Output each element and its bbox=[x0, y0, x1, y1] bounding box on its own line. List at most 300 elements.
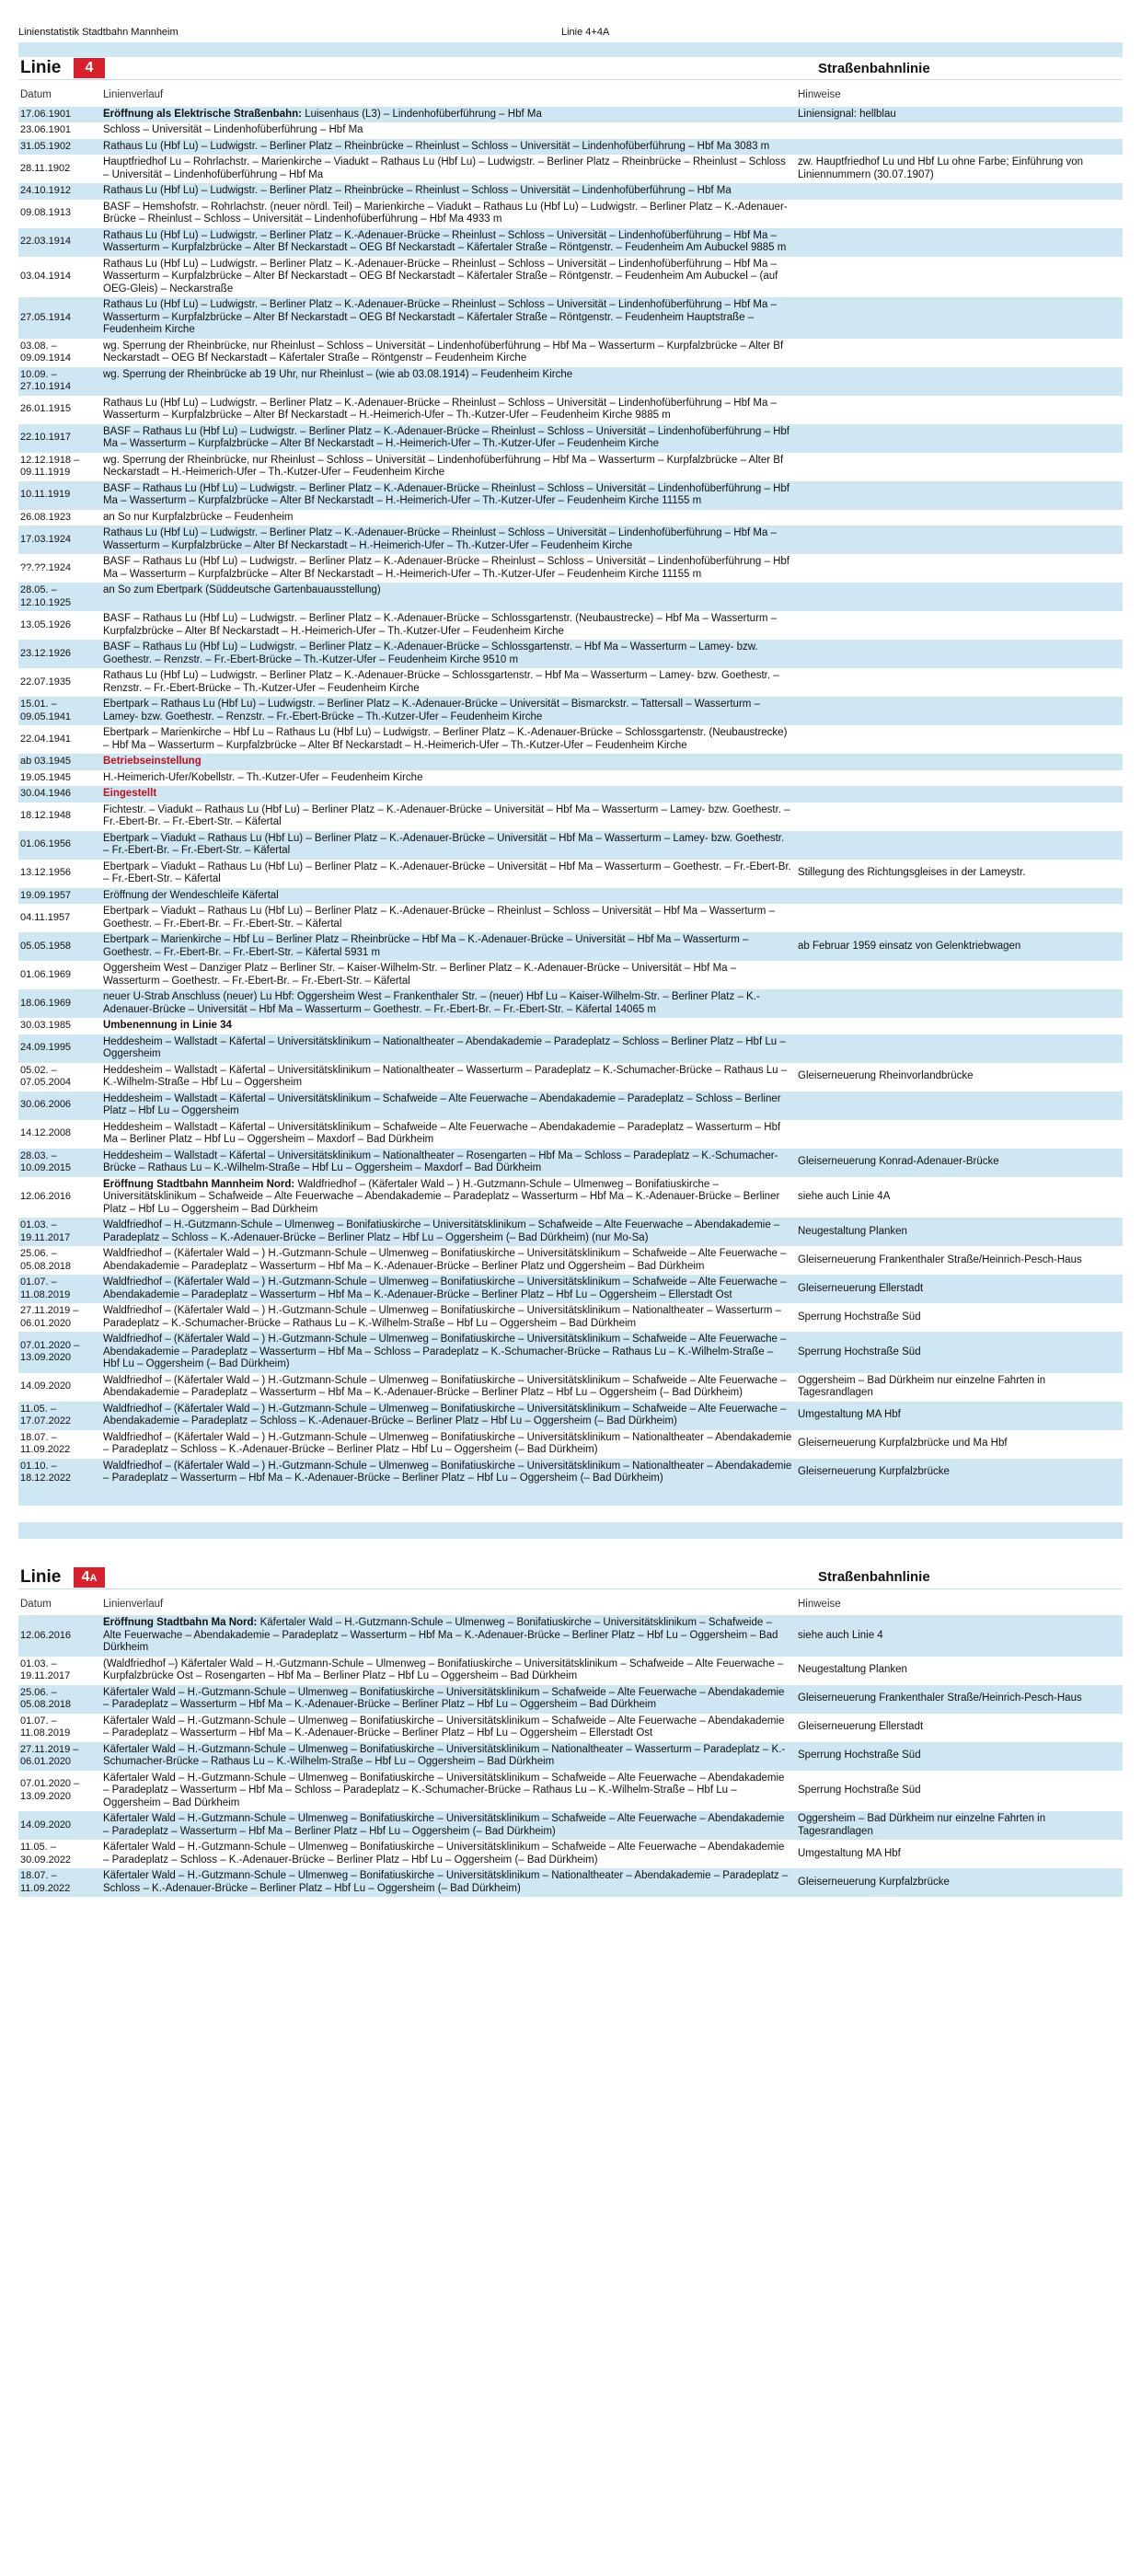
table-row bbox=[18, 1303, 1123, 1332]
table-row bbox=[18, 228, 1123, 257]
row-route-cell bbox=[101, 339, 796, 367]
row-note bbox=[796, 228, 1123, 257]
row-date: 13.05.1926 bbox=[18, 611, 101, 640]
row-route-cell bbox=[101, 888, 796, 905]
row-note bbox=[796, 339, 1123, 367]
row-route: Oggersheim West – Danziger Platz – Berliner Str. – Kaiser-Wilhelm-Str. – Berliner Platz – K.-Adenauer-Brücke – Universität – Hbf Ma – Wasserturm – Goethestr. – Fr.-Ebert-Br. – Fr.-Ebert-Str. – Käfertal bbox=[103, 963, 737, 987]
row-route-cell bbox=[101, 1177, 796, 1219]
spacer bbox=[18, 1506, 1123, 1522]
row-route-cell bbox=[101, 1063, 796, 1092]
line-label: Linie bbox=[20, 1566, 62, 1587]
table-row bbox=[18, 107, 1123, 123]
line-4-rows bbox=[18, 107, 1123, 1487]
row-route-cell bbox=[101, 1430, 796, 1459]
table-row bbox=[18, 725, 1123, 754]
row-note: Gleiserneuerung Rheinvorlandbrücke bbox=[796, 1063, 1123, 1092]
table-row bbox=[18, 1063, 1123, 1092]
row-date: 13.12.1956 bbox=[18, 860, 101, 888]
row-route-cell bbox=[101, 107, 796, 123]
table-row bbox=[18, 554, 1123, 583]
table-row bbox=[18, 1840, 1123, 1868]
line-4-header bbox=[18, 57, 1123, 80]
table-row bbox=[18, 1275, 1123, 1303]
row-route-cell bbox=[101, 1840, 796, 1868]
row-route: Rathaus Lu (Hbf Lu) – Ludwigstr. – Berliner Platz – K.-Adenauer-Brücke – Rheinlust – Schloss – Universität – Lindenhofüberführung – Hbf Ma – Wasserturm – Kurpfalzbrücke – Alter Bf Neckarstadt – H.-Heimerich-Ufer – Th.-Kutzer-Ufer – Feudenheim Kirche bbox=[103, 527, 777, 551]
row-date: 14.09.2020 bbox=[18, 1811, 101, 1840]
table-row bbox=[18, 1430, 1123, 1459]
row-event-label: Eröffnung Stadtbahn Ma Nord: bbox=[103, 1617, 258, 1628]
row-route-cell bbox=[101, 1714, 796, 1742]
row-route-cell bbox=[101, 396, 796, 424]
row-event-label: Betriebseinstellung bbox=[103, 756, 202, 767]
row-route: H.-Heimerich-Ufer/Kobellstr. – Th.-Kutzer-Ufer – Feudenheim Kirche bbox=[103, 771, 423, 783]
row-note bbox=[796, 961, 1123, 989]
table-row bbox=[18, 640, 1123, 668]
row-route: Heddesheim – Wallstadt – Käfertal – Universitätsklinikum – Nationaltheater – Wasserturm – Paradeplatz – K.-Schumacher-Brücke – Rathaus Lu – K.-Wilhelm-Straße – Hbf Lu – Oggersheim bbox=[103, 1064, 788, 1088]
row-route-cell bbox=[101, 139, 796, 156]
row-route-cell bbox=[101, 1149, 796, 1177]
row-date: 01.07. – 11.08.2019 bbox=[18, 1714, 101, 1742]
row-route: Ebertpark – Rathaus Lu (Hbf Lu) – Ludwigstr. – Berliner Platz – K.-Adenauer-Brücke – Universität – Bismarckstr. – Tattersall – Wasserturm – Lamey- bzw. Goethestr. – Renzstr. – Fr.-Ebert-Brücke – Th.-Kutzer-Ufer – Feudenheim Kirche bbox=[103, 699, 760, 722]
row-note bbox=[796, 611, 1123, 640]
row-date: 12.12.1918 – 09.11.1919 bbox=[18, 453, 101, 481]
row-date: 07.01.2020 – 13.09.2020 bbox=[18, 1771, 101, 1812]
row-route-cell bbox=[101, 257, 796, 298]
table-row bbox=[18, 1685, 1123, 1714]
row-note bbox=[796, 1092, 1123, 1120]
row-note bbox=[796, 803, 1123, 831]
table-row bbox=[18, 297, 1123, 339]
table-row bbox=[18, 932, 1123, 961]
line-4a-badge-number: 4 bbox=[81, 1568, 90, 1585]
row-route: an So zum Ebertpark (Süddeutsche Gartenbauausstellung) bbox=[103, 584, 381, 595]
row-date: ab 03.1945 bbox=[18, 754, 101, 770]
line-4a-table bbox=[18, 1593, 1123, 1898]
row-date: 11.05. – 30.09.2022 bbox=[18, 1840, 101, 1868]
row-route-cell bbox=[101, 668, 796, 697]
spacer bbox=[18, 1539, 1123, 1566]
row-note bbox=[796, 888, 1123, 905]
table-row bbox=[18, 510, 1123, 526]
row-route-cell bbox=[101, 1303, 796, 1332]
row-note bbox=[796, 583, 1123, 611]
table-row bbox=[18, 1373, 1123, 1402]
line-label: Linie bbox=[20, 58, 62, 77]
row-route: Rathaus Lu (Hbf Lu) – Ludwigstr. – Berliner Platz – Rheinbrücke – Rheinlust – Schloss – Universität – Lindenhofüberführung – Hbf Ma bbox=[103, 185, 732, 196]
row-route: Käfertaler Wald – H.-Gutzmann-Schule – Ulmenweg – Bonifatiuskirche – Universitätsklinikum – Schafweide – Alte Feuerwache – Abendakademie – Paradeplatz – Wasserturm – Hbf Ma – Berliner Platz – Hbf Lu – Oggersheim (– Bad Dürkheim) bbox=[103, 1813, 785, 1837]
table-row bbox=[18, 1771, 1123, 1812]
row-date: 04.11.1957 bbox=[18, 904, 101, 932]
table-row bbox=[18, 668, 1123, 697]
row-note bbox=[796, 526, 1123, 554]
row-date: 01.03. – 19.11.2017 bbox=[18, 1657, 101, 1685]
table-row bbox=[18, 1246, 1123, 1275]
row-date: 31.05.1902 bbox=[18, 139, 101, 156]
row-route-cell bbox=[101, 831, 796, 860]
row-date: 12.06.2016 bbox=[18, 1177, 101, 1219]
row-date: 17.03.1924 bbox=[18, 526, 101, 554]
row-route: wg. Sperrung der Rheinbrücke ab 19 Uhr, nur Rheinlust – (wie ab 03.08.1914) – Feudenheim Kirche bbox=[103, 368, 573, 380]
row-date: 22.10.1917 bbox=[18, 424, 101, 453]
table-row bbox=[18, 1034, 1123, 1063]
table-row bbox=[18, 989, 1123, 1018]
column-header-date: Datum bbox=[20, 89, 52, 100]
row-route-cell bbox=[101, 1275, 796, 1303]
row-date: 26.08.1923 bbox=[18, 510, 101, 526]
row-note: Sperrung Hochstraße Süd bbox=[796, 1771, 1123, 1812]
row-route: neuer U-Strab Anschluss (neuer) Lu Hbf: Oggersheim West – Frankenthaler Str. – (neuer) Hbf Lu – Kaiser-Wilhelm-Str. – Berliner Platz – K.-Adenauer-Brücke – Universität – Hbf Ma – Wasserturm – Goethestr. – Fr.-Ebert-Br. – Fr.-Ebert-Str. – Käfertal 14065 m bbox=[103, 991, 760, 1015]
row-route: BASF – Rathaus Lu (Hbf Lu) – Ludwigstr. – Berliner Platz – K.-Adenauer-Brücke – Rheinlust – Schloss – Universität – Lindenhofüberführung – Hbf Ma – Wasserturm – Kurpfalzbrücke – Alter Bf Neckarstadt – H.-Heimerich-Ufer – Th.-Kutzer-Ufer – Feudenheim Kirche 11155 m bbox=[103, 556, 789, 580]
row-date: 01.07. – 11.08.2019 bbox=[18, 1275, 101, 1303]
row-route-cell bbox=[101, 1373, 796, 1402]
line-4a-badge bbox=[74, 1567, 105, 1588]
row-date: 01.06.1969 bbox=[18, 961, 101, 989]
table-row bbox=[18, 122, 1123, 139]
row-note: zw. Hauptfriedhof Lu und Hbf Lu ohne Farbe; Einführung von Liniennummern (30.07.1907) bbox=[796, 155, 1123, 183]
row-route-cell bbox=[101, 697, 796, 725]
row-date: 23.06.1901 bbox=[18, 122, 101, 139]
row-note: Gleiserneuerung Kurpfalzbrücke und Ma Hbf bbox=[796, 1430, 1123, 1459]
row-route: Schloss – Universität – Lindenhofüberführung – Hbf Ma bbox=[103, 124, 363, 135]
row-route-cell bbox=[101, 1246, 796, 1275]
row-route: BASF – Hemshofstr. – Rohrlachstr. (neuer nördl. Teil) – Marienkirche – Viadukt – Rathaus Lu (Hbf Lu) – Ludwigstr. – Berliner Platz – K.-Adenauer-Brücke – Rheinlust – Schloss – Universität – Lindenhofüberführung – Hbf Ma 4933 m bbox=[103, 201, 788, 225]
row-date: 10.11.1919 bbox=[18, 481, 101, 510]
table-header-row bbox=[18, 84, 1123, 107]
row-note bbox=[796, 697, 1123, 725]
row-route: Heddesheim – Wallstadt – Käfertal – Universitätsklinikum – Nationaltheater – Rosengarten – Hbf Ma – Schloss – Paradeplatz – K.-Schumacher-Brücke – Rathaus Lu – K.-Wilhelm-Straße – Hbf Lu – Oggersheim – Maxdorf – Bad Dürkheim bbox=[103, 1149, 778, 1173]
row-note: Gleiserneuerung Konrad-Adenauer-Brücke bbox=[796, 1149, 1123, 1177]
row-date: 11.05. – 17.07.2022 bbox=[18, 1402, 101, 1430]
row-route: Rathaus Lu (Hbf Lu) – Ludwigstr. – Berliner Platz – Rheinbrücke – Rheinlust – Schloss – Universität – Lindenhofüberführung – Hbf Ma 3083 m bbox=[103, 140, 770, 152]
row-date: 18.06.1969 bbox=[18, 989, 101, 1018]
row-date: 03.04.1914 bbox=[18, 257, 101, 298]
row-route: BASF – Rathaus Lu (Hbf Lu) – Ludwigstr. – Berliner Platz – K.-Adenauer-Brücke – Schlossgartenstr. – Hbf Ma – Wasserturm – Lamey- bzw. Goethestr. – Renzstr. – Fr.-Ebert-Brücke – Th.-Kutzer-Ufer – Feudenheim Kirche 9510 m bbox=[103, 641, 758, 665]
table-row bbox=[18, 1459, 1123, 1487]
row-date: 24.10.1912 bbox=[18, 183, 101, 200]
row-route-cell bbox=[101, 583, 796, 611]
table-row bbox=[18, 367, 1123, 396]
row-note bbox=[796, 200, 1123, 228]
column-header-notes: Hinweise bbox=[798, 1598, 841, 1610]
row-route: wg. Sperrung der Rheinbrücke, nur Rheinlust – Schloss – Universität – Lindenhofüberführung – Hbf Ma – Wasserturm – Kurpfalzbrücke – Alter Bf Neckarstadt – H.-Heimerich-Ufer – Th.-Kutzer-Ufer – Feudenheim Kirche bbox=[103, 454, 784, 478]
row-date: 01.06.1956 bbox=[18, 831, 101, 860]
row-note: Gleiserneuerung Frankenthaler Straße/Heinrich-Pesch-Haus bbox=[796, 1685, 1123, 1714]
row-note bbox=[796, 1034, 1123, 1063]
row-date: 23.12.1926 bbox=[18, 640, 101, 668]
table-header-row bbox=[18, 1593, 1123, 1616]
row-route-cell bbox=[101, 1332, 796, 1373]
row-route-cell bbox=[101, 1868, 796, 1897]
row-route-cell bbox=[101, 367, 796, 396]
row-date: 05.02. – 07.05.2004 bbox=[18, 1063, 101, 1092]
table-row bbox=[18, 697, 1123, 725]
row-route: Ebertpark – Marienkirche – Hbf Lu – Berliner Platz – Rheinbrücke – Hbf Ma – K.-Adenauer-Brücke – Universität – Hbf Ma – Wasserturm – Goethestr. – Fr.-Ebert-Br. – Fr.-Ebert-Str. – Käfertal 5931 m bbox=[103, 934, 749, 958]
row-route: Käfertaler Wald – H.-Gutzmann-Schule – Ulmenweg – Bonifatiuskirche – Universitätsklinikum – Nationaltheater – Wasserturm – Paradeplatz – K.-Schumacher-Brücke – Rathaus Lu – K.-Wilhelm-Straße – Hbf Lu – Oggersheim – Bad Dürkheim bbox=[103, 1743, 786, 1767]
line-4-table bbox=[18, 84, 1123, 1487]
row-route: Käfertaler Wald – H.-Gutzmann-Schule – Ulmenweg – Bonifatiuskirche – Universitätsklinikum – Schafweide – Alte Feuerwache – Abendakademie – Paradeplatz – Schloss – K.-Adenauer-Brücke – Berliner Platz – Hbf Lu – Oggersheim (– Bad Dürkheim) bbox=[103, 1842, 785, 1866]
row-route: Heddesheim – Wallstadt – Käfertal – Universitätsklinikum – Schafweide – Alte Feuerwache – Abendakademie – Paradeplatz – Schloss – Berliner Platz – Hbf Lu – Oggersheim bbox=[103, 1092, 781, 1116]
row-note bbox=[796, 424, 1123, 453]
row-date: 28.11.1902 bbox=[18, 155, 101, 183]
row-date: 24.09.1995 bbox=[18, 1034, 101, 1063]
row-note bbox=[796, 831, 1123, 860]
row-date: 22.07.1935 bbox=[18, 668, 101, 697]
row-note: siehe auch Linie 4 bbox=[796, 1615, 1123, 1657]
row-date: 18.12.1948 bbox=[18, 803, 101, 831]
column-header-route: Linienverlauf bbox=[103, 1598, 164, 1610]
line-type: Straßenbahnlinie bbox=[818, 60, 930, 76]
table-row bbox=[18, 961, 1123, 989]
row-route: Käfertaler Wald – H.-Gutzmann-Schule – Ulmenweg – Bonifatiuskirche – Universitätsklinikum – Schafweide – Alte Feuerwache – Abendakademie – Paradeplatz – Wasserturm – Hbf Ma – K.-Adenauer-Brücke – Berliner Platz – Hbf Lu – Oggersheim – Ellerstadt Ost bbox=[103, 1715, 785, 1739]
row-note bbox=[796, 725, 1123, 754]
row-route: Waldfriedhof – H.-Gutzmann-Schule – Ulmenweg – Bonifatiuskirche – Universitätsklinikum – Schafweide – Alte Feuerwache – Abendakademie – Paradeplatz – Schloss – K.-Adenauer-Brücke – Berliner Platz – Hbf Lu – Oggersheim (– Bad Dürkheim) (nur Mo-Sa) bbox=[103, 1219, 780, 1243]
row-note: Gleiserneuerung Ellerstadt bbox=[796, 1275, 1123, 1303]
row-date: 30.04.1946 bbox=[18, 786, 101, 803]
row-note: Sperrung Hochstraße Süd bbox=[796, 1303, 1123, 1332]
table-row bbox=[18, 1018, 1123, 1034]
row-note: Neugestaltung Planken bbox=[796, 1657, 1123, 1685]
row-note: Gleiserneuerung Kurpfalzbrücke bbox=[796, 1868, 1123, 1897]
table-row bbox=[18, 803, 1123, 831]
row-note bbox=[796, 139, 1123, 156]
line-4-badge-number: 4 bbox=[85, 60, 94, 75]
row-event-label: Umbenennung in Linie 34 bbox=[103, 1020, 232, 1031]
row-route-cell bbox=[101, 770, 796, 787]
row-date: 25.06. – 05.08.2018 bbox=[18, 1246, 101, 1275]
row-route: Waldfriedhof – (Käfertaler Wald – ) H.-Gutzmann-Schule – Ulmenweg – Bonifatiuskirche – Universitätsklinikum – Schafweide – Alte Feuerwache – Abendakademie – Paradeplatz – Wasserturm – Hbf Ma – K.-Adenauer-Brücke – Berliner Platz – Hbf Lu – Oggersheim – Ellerstadt Ost bbox=[103, 1276, 787, 1300]
row-note: Umgestaltung MA Hbf bbox=[796, 1402, 1123, 1430]
table-row bbox=[18, 1811, 1123, 1840]
row-note: ab Februar 1959 einsatz von Gelenktriebwagen bbox=[796, 932, 1123, 961]
table-row bbox=[18, 754, 1123, 770]
row-route: Luisenhaus (L3) – Lindenhofüberführung – Hbf Ma bbox=[305, 108, 542, 120]
row-route: Heddesheim – Wallstadt – Käfertal – Universitätsklinikum – Nationaltheater – Abendakademie – Paradeplatz – Schloss – Berliner Platz – Hbf Lu – Oggersheim bbox=[103, 1035, 786, 1059]
row-note bbox=[796, 904, 1123, 932]
row-route: Hauptfriedhof Lu – Rohrlachstr. – Marienkirche – Viadukt – Rathaus Lu (Hbf Lu) – Ludwigstr. – Berliner Platz – Rheinbrücke – Rheinlust – Schloss – Universität – Lindenhofüberführung – Hbf Ma bbox=[103, 156, 786, 180]
table-row bbox=[18, 860, 1123, 888]
row-route-cell bbox=[101, 786, 796, 803]
table-row bbox=[18, 1332, 1123, 1373]
table-row bbox=[18, 183, 1123, 200]
row-route: Waldfriedhof – (Käfertaler Wald – ) H.-Gutzmann-Schule – Ulmenweg – Bonifatiuskirche – Universitätsklinikum – Schafweide – Alte Feuerwache – Abendakademie – Paradeplatz – Wasserturm – Hbf Ma – K.-Adenauer-Brücke – Berliner Platz und Oggersheim – Bad Dürkheim bbox=[103, 1248, 787, 1272]
row-note bbox=[796, 1120, 1123, 1149]
row-note bbox=[796, 770, 1123, 787]
row-route: wg. Sperrung der Rheinbrücke, nur Rheinlust – Schloss – Universität – Lindenhofüberführung – Hbf Ma – Wasserturm – Kurpfalzbrücke – Alter Bf Neckarstadt – OEG Bf Neckarstadt – Käfertaler Straße – Röntgenstr – Feudenheim Kirche bbox=[103, 340, 784, 364]
table-row bbox=[18, 155, 1123, 183]
row-route-cell bbox=[101, 1092, 796, 1120]
row-route-cell bbox=[101, 860, 796, 888]
row-date: 18.07. – 11.09.2022 bbox=[18, 1430, 101, 1459]
row-date: 01.10. – 18.12.2022 bbox=[18, 1459, 101, 1487]
row-note: Oggersheim – Bad Dürkheim nur einzelne Fahrten in Tagesrandlagen bbox=[796, 1373, 1123, 1402]
table-row bbox=[18, 888, 1123, 905]
row-route: BASF – Rathaus Lu (Hbf Lu) – Ludwigstr. – Berliner Platz – K.-Adenauer-Brücke – Rheinlust – Schloss – Universität – Lindenhofüberführung – Hbf Ma – Wasserturm – Kurpfalzbrücke – Alter Bf Neckarstadt – H.-Heimerich-Ufer – Th.-Kutzer-Ufer – Feudenheim Kirche 11155 m bbox=[103, 482, 789, 506]
page bbox=[18, 0, 1123, 1897]
row-date: 12.06.2016 bbox=[18, 1615, 101, 1657]
line-4a-rows bbox=[18, 1615, 1123, 1897]
row-route: Rathaus Lu (Hbf Lu) – Ludwigstr. – Berliner Platz – K.-Adenauer-Brücke – Rheinlust – Schloss – Universität – Lindenhofüberführung – Hbf Ma – Wasserturm – Kurpfalzbrücke – Alter Bf Neckarstadt – H.-Heimerich-Ufer – Th.-Kutzer-Ufer – Feudenheim Kirche 9885 m bbox=[103, 397, 777, 421]
column-header-route: Linienverlauf bbox=[103, 89, 164, 100]
row-date: 05.05.1958 bbox=[18, 932, 101, 961]
row-date: 07.01.2020 – 13.09.2020 bbox=[18, 1332, 101, 1373]
table-row bbox=[18, 139, 1123, 156]
row-date: 28.03. – 10.09.2015 bbox=[18, 1149, 101, 1177]
row-route-cell bbox=[101, 1685, 796, 1714]
table-row bbox=[18, 396, 1123, 424]
row-route: Käfertaler Wald – H.-Gutzmann-Schule – Ulmenweg – Bonifatiuskirche – Universitätsklinikum – Schafweide – Alte Feuerwache – Abendakademie – Paradeplatz – Wasserturm – Hbf Ma – Schloss – Paradeplatz – K.-Schumacher-Brücke – Rathaus Lu – K.-Wilhelm-Straße – Hbf Lu – Oggersheim – Bad Dürkheim bbox=[103, 1772, 785, 1808]
table-row bbox=[18, 1714, 1123, 1742]
row-date: ??.??.1924 bbox=[18, 554, 101, 583]
row-route: Waldfriedhof – (Käfertaler Wald – ) H.-Gutzmann-Schule – Ulmenweg – Bonifatiuskirche – Universitätsklinikum – Nationaltheater – Wasserturm – Paradeplatz – K.-Schumacher-Brücke – Rathaus Lu – K.-Wilhelm-Straße – Hbf Lu – Oggersheim – Bad Dürkheim bbox=[103, 1305, 781, 1329]
row-note bbox=[796, 297, 1123, 339]
row-route: an So nur Kurpfalzbrücke – Feudenheim bbox=[103, 511, 294, 523]
table-row bbox=[18, 1402, 1123, 1430]
row-date: 17.06.1901 bbox=[18, 107, 101, 123]
row-route-cell bbox=[101, 510, 796, 526]
row-route-cell bbox=[101, 725, 796, 754]
row-route: Ebertpark – Viadukt – Rathaus Lu (Hbf Lu) – Berliner Platz – K.-Adenauer-Brücke – Rheinlust – Schloss – Universität – Hbf Ma – Wasserturm – Goethestr. – Fr.-Ebert-Br. – Fr.-Ebert-Str. – Käfertal bbox=[103, 906, 775, 930]
row-date: 30.06.2006 bbox=[18, 1092, 101, 1120]
table-row bbox=[18, 257, 1123, 298]
row-route-cell bbox=[101, 183, 796, 200]
row-note bbox=[796, 754, 1123, 770]
row-note: Sperrung Hochstraße Süd bbox=[796, 1332, 1123, 1373]
row-note bbox=[796, 481, 1123, 510]
row-route: Rathaus Lu (Hbf Lu) – Ludwigstr. – Berliner Platz – K.-Adenauer-Brücke – Rheinlust – Schloss – Universität – Lindenhofüberführung – Hbf Ma – Wasserturm – Kurpfalzbrücke – Alter Bf Neckarstadt – OEG Bf Neckarstadt – Käfertaler Straße – Röntgenstr. – Feudenheim Am Aubuckel 9885 m bbox=[103, 229, 787, 253]
row-route: (Waldfriedhof –) Käfertaler Wald – H.-Gutzmann-Schule – Ulmenweg – Bonifatiuskirche – Universitätsklinikum – Schafweide – Alte Feuerwache – Kurpfalzbrücke Ost – Rosengarten – Hbf Ma – Berliner Platz – Hbf Lu – Oggersheim – Bad Dürkheim bbox=[103, 1658, 784, 1681]
table-row bbox=[18, 904, 1123, 932]
row-note: Liniensignal: hellblau bbox=[796, 107, 1123, 123]
row-note: siehe auch Linie 4A bbox=[796, 1177, 1123, 1219]
row-note bbox=[796, 453, 1123, 481]
row-date: 03.08. – 09.09.1914 bbox=[18, 339, 101, 367]
row-date: 30.03.1985 bbox=[18, 1018, 101, 1034]
table-row bbox=[18, 611, 1123, 640]
row-date: 19.05.1945 bbox=[18, 770, 101, 787]
table-row bbox=[18, 1615, 1123, 1657]
row-route-cell bbox=[101, 1402, 796, 1430]
document-title: Linienstatistik Stadtbahn Mannheim bbox=[18, 27, 179, 38]
row-note: Stillegung des Richtungsgleises in der Lameystr. bbox=[796, 860, 1123, 888]
row-route-cell bbox=[101, 1615, 796, 1657]
row-route-cell bbox=[101, 904, 796, 932]
row-note: Gleiserneuerung Frankenthaler Straße/Heinrich-Pesch-Haus bbox=[796, 1246, 1123, 1275]
header-bar bbox=[18, 42, 1123, 57]
table-row bbox=[18, 481, 1123, 510]
row-note: Neugestaltung Planken bbox=[796, 1218, 1123, 1246]
line-4a-header bbox=[18, 1566, 1123, 1589]
row-route: Käfertaler Wald – H.-Gutzmann-Schule – Ulmenweg – Bonifatiuskirche – Universitätsklinikum – Schafweide – Alte Feuerwache – Abendakademie – Paradeplatz – Wasserturm – Hbf Ma – K.-Adenauer-Brücke – Berliner Platz – Hbf Lu – Oggersheim – Bad Dürkheim bbox=[103, 1617, 778, 1653]
line-4a-badge-suffix: A bbox=[89, 1572, 98, 1584]
row-date: 15.01. – 09.05.1941 bbox=[18, 697, 101, 725]
row-note: Gleiserneuerung Ellerstadt bbox=[796, 1714, 1123, 1742]
row-route-cell bbox=[101, 1034, 796, 1063]
row-route-cell bbox=[101, 1742, 796, 1771]
row-route-cell bbox=[101, 803, 796, 831]
table-row bbox=[18, 770, 1123, 787]
row-date: 27.05.1914 bbox=[18, 297, 101, 339]
table-row bbox=[18, 1742, 1123, 1771]
row-route-cell bbox=[101, 297, 796, 339]
row-date: 19.09.1957 bbox=[18, 888, 101, 905]
row-date: 10.09. – 27.10.1914 bbox=[18, 367, 101, 396]
table-row bbox=[18, 424, 1123, 453]
row-route-cell bbox=[101, 200, 796, 228]
table-row bbox=[18, 583, 1123, 611]
line-type: Straßenbahnlinie bbox=[818, 1569, 930, 1585]
row-date: 27.11.2019 – 06.01.2020 bbox=[18, 1742, 101, 1771]
row-route: Ebertpark – Viadukt – Rathaus Lu (Hbf Lu) – Berliner Platz – K.-Adenauer-Brücke – Universität – Hbf Ma – Wasserturm – Goethestr. – Fr.-Ebert-Br. – Fr.-Ebert-Str. – Käfertal bbox=[103, 861, 791, 884]
row-route-cell bbox=[101, 554, 796, 583]
row-date: 27.11.2019 – 06.01.2020 bbox=[18, 1303, 101, 1332]
row-date: 25.06. – 05.08.2018 bbox=[18, 1685, 101, 1714]
row-note bbox=[796, 367, 1123, 396]
table-row bbox=[18, 1149, 1123, 1177]
row-route: Waldfriedhof – (Käfertaler Wald – ) H.-Gutzmann-Schule – Ulmenweg – Bonifatiuskirche – Universitätsklinikum – Schafweide – Alte Feuerwache – Abendakademie – Paradeplatz – Wasserturm – Hbf Ma – Schloss – Paradeplatz – K.-Schumacher-Brücke – Rathaus Lu – K.-Wilhelm-Straße – Hbf Lu – Oggersheim (– Bad Dürkheim) bbox=[103, 1334, 787, 1369]
row-route-cell bbox=[101, 1218, 796, 1246]
row-date: 14.09.2020 bbox=[18, 1373, 101, 1402]
row-date: 22.04.1941 bbox=[18, 725, 101, 754]
row-route-cell bbox=[101, 481, 796, 510]
document-subtitle: Linie 4+4A bbox=[561, 27, 610, 38]
row-route: Käfertaler Wald – H.-Gutzmann-Schule – Ulmenweg – Bonifatiuskirche – Universitätsklinikum – Nationaltheater – Abendakademie – Paradeplatz – Schloss – K.-Adenauer-Brücke – Berliner Platz – Hbf Lu – Oggersheim (– Bad Dürkheim) bbox=[103, 1870, 789, 1894]
table-row bbox=[18, 786, 1123, 803]
row-route: Waldfriedhof – (Käfertaler Wald – ) H.-Gutzmann-Schule – Ulmenweg – Bonifatiuskirche – Universitätsklinikum – Schafweide – Alte Feuerwache – Abendakademie – Paradeplatz – Schloss – K.-Adenauer-Brücke – Berliner Platz – Hbf Lu – Oggersheim (– Bad Dürkheim) bbox=[103, 1403, 787, 1427]
row-note: Sperrung Hochstraße Süd bbox=[796, 1742, 1123, 1771]
row-route-cell bbox=[101, 989, 796, 1018]
row-route: Fichtestr. – Viadukt – Rathaus Lu (Hbf Lu) – Berliner Platz – K.-Adenauer-Brücke – Universität – Hbf Ma – Wasserturm – Lamey- bzw. Goethestr. – Fr.-Ebert-Br. – Fr.-Ebert-Str. – Käfertal bbox=[103, 803, 790, 827]
table-row bbox=[18, 339, 1123, 367]
row-route: Waldfriedhof – (Käfertaler Wald – ) H.-Gutzmann-Schule – Ulmenweg – Bonifatiuskirche – Universitätsklinikum – Schafweide – Alte Feuerwache – Abendakademie – Paradeplatz – Wasserturm – Hbf Ma – K.-Adenauer-Brücke – Berliner Platz – Hbf Lu – Oggersheim (– Bad Dürkheim) bbox=[103, 1374, 787, 1398]
table-row bbox=[18, 200, 1123, 228]
row-note: Oggersheim – Bad Dürkheim nur einzelne Fahrten in Tagesrandlagen bbox=[796, 1811, 1123, 1840]
row-date: 01.03. – 19.11.2017 bbox=[18, 1218, 101, 1246]
row-route: BASF – Rathaus Lu (Hbf Lu) – Ludwigstr. – Berliner Platz – K.-Adenauer-Brücke – Schlossgartenstr. (Neubaustrecke) – Hbf Ma – Wasserturm – Kurpfalzbrücke – Alter Bf Neckarstadt – H.-Heimerich-Ufer – Th.-Kutzer-Ufer – Feudenheim Kirche bbox=[103, 613, 778, 637]
row-route: Käfertaler Wald – H.-Gutzmann-Schule – Ulmenweg – Bonifatiuskirche – Universitätsklinikum – Schafweide – Alte Feuerwache – Abendakademie – Paradeplatz – Wasserturm – Hbf Ma – K.-Adenauer-Brücke – Berliner Platz – Hbf Lu – Oggersheim – Bad Dürkheim bbox=[103, 1686, 785, 1710]
row-note bbox=[796, 510, 1123, 526]
row-route-cell bbox=[101, 155, 796, 183]
row-date: 26.01.1915 bbox=[18, 396, 101, 424]
row-route-cell bbox=[101, 961, 796, 989]
row-note bbox=[796, 668, 1123, 697]
row-route-cell bbox=[101, 932, 796, 961]
table-row bbox=[18, 831, 1123, 860]
row-route: Rathaus Lu (Hbf Lu) – Ludwigstr. – Berliner Platz – K.-Adenauer-Brücke – Rheinlust – Schloss – Universität – Lindenhofüberführung – Hbf Ma – Wasserturm – Kurpfalzbrücke – Alter Bf Neckarstadt – OEG Bf Neckarstadt – Käfertaler Straße – Röntgenstr. – Feudenheim Am Aubuckel – (auf OEG-Gleis) – Neckarstraße bbox=[103, 258, 778, 295]
row-route-cell bbox=[101, 228, 796, 257]
row-note: Gleiserneuerung Kurpfalzbrücke bbox=[796, 1459, 1123, 1487]
table-row bbox=[18, 1092, 1123, 1120]
row-note bbox=[796, 786, 1123, 803]
row-route-cell bbox=[101, 1459, 796, 1487]
line-4-badge bbox=[74, 58, 105, 78]
row-route-cell bbox=[101, 453, 796, 481]
row-route-cell bbox=[101, 1018, 796, 1034]
row-route: Eröffnung der Wendeschleife Käfertal bbox=[103, 889, 279, 901]
row-date: 09.08.1913 bbox=[18, 200, 101, 228]
row-route: Rathaus Lu (Hbf Lu) – Ludwigstr. – Berliner Platz – K.-Adenauer-Brücke – Schlossgartenstr. – Hbf Ma – Wasserturm – Lamey- bzw. Goethestr. – Renzstr. – Fr.-Ebert-Brücke – Th.-Kutzer-Ufer – Feudenheim Kirche bbox=[103, 670, 779, 694]
table-row bbox=[18, 1657, 1123, 1685]
row-route: Heddesheim – Wallstadt – Käfertal – Universitätsklinikum – Schafweide – Alte Feuerwache – Abendakademie – Paradeplatz – Wasserturm – Hbf Ma – Berliner Platz – Hbf Lu – Oggersheim – Maxdorf – Bad Dürkheim bbox=[103, 1121, 781, 1145]
row-route: Ebertpark – Viadukt – Rathaus Lu (Hbf Lu) – Berliner Platz – K.-Adenauer-Brücke – Universität – Hbf Ma – Wasserturm – Lamey- bzw. Goethestr. – Fr.-Ebert-Br. – Fr.-Ebert-Str. – Käfertal bbox=[103, 832, 785, 856]
row-note bbox=[796, 183, 1123, 200]
column-header-notes: Hinweise bbox=[798, 89, 841, 100]
row-route-cell bbox=[101, 1811, 796, 1840]
row-route: Ebertpark – Marienkirche – Hbf Lu – Rathaus Lu (Hbf Lu) – Ludwigstr. – Berliner Platz – K.-Adenauer-Brücke – Schlossgartenstr. (Neubaustrecke) – Hbf Ma – Wasserturm – Kurpfalzbrücke – Alter Bf Neckarstadt – H.-Heimerich-Ufer – Th.-Kutzer-Ufer – Feudenheim Kirche bbox=[103, 727, 788, 751]
row-route: Waldfriedhof – (Käfertaler Wald – ) H.-Gutzmann-Schule – Ulmenweg – Bonifatiuskirche – Universitätsklinikum – Schafweide – Alte Feuerwache – Abendakademie – Paradeplatz – Wasserturm – Hbf Ma – K.-Adenauer-Brücke – Berliner Platz – Hbf Lu – Oggersheim – Bad Dürkheim bbox=[103, 1178, 780, 1215]
table-row bbox=[18, 1177, 1123, 1219]
row-note bbox=[796, 396, 1123, 424]
row-note: Umgestaltung MA Hbf bbox=[796, 1840, 1123, 1868]
